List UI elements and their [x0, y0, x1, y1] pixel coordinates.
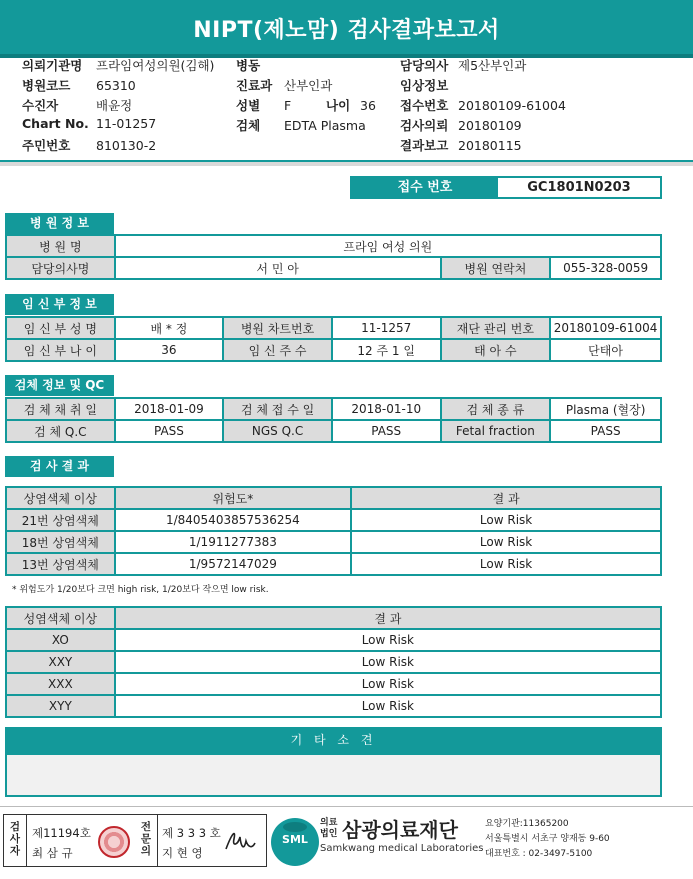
receipt-date-label: 검 체 접 수 일: [223, 398, 332, 420]
specimen-row-2: [6, 420, 661, 442]
risk-footnote: * 위험도가 1/20보다 크면 high risk, 1/20보다 작으면 low risk.: [12, 585, 269, 595]
fetus-count-value: 단태아: [550, 339, 661, 361]
label-department: 진료과: [236, 78, 273, 93]
org-phone: 대표번호 : 02-3497-5100: [485, 849, 593, 859]
sex-chrom-header: 성염색체 이상: [6, 607, 115, 629]
reviewer-name: 지 현 영: [162, 846, 203, 860]
pregnant-name-value: 배 * 정: [115, 317, 224, 339]
xo-result: Low Risk: [115, 629, 661, 651]
xxy-label: XXY: [6, 651, 115, 673]
org-name: 삼광의료재단: [342, 818, 458, 842]
chart-no-value: 11-1257: [332, 317, 441, 339]
gestation-weeks-value: 12 주 1 일: [332, 339, 441, 361]
autosome-results-table: [5, 486, 662, 576]
hospital-name-row: [6, 235, 661, 257]
value-request-date: 20180109: [458, 118, 522, 133]
label-request-date: 검사의뢰: [400, 118, 449, 133]
trisomy-18-risk: 1/1911277383: [115, 531, 352, 553]
misc-findings-title: 기 타 소 견: [5, 727, 662, 753]
reviewer-label: 전문의: [140, 821, 152, 857]
receipt-number-value: GC1801N0203: [527, 180, 631, 195]
gestation-weeks-label: 임 신 주 수: [223, 339, 332, 361]
section-tab-hospital: 병 원 정 보: [5, 213, 114, 234]
receipt-number-label: 접수 번호: [352, 178, 498, 197]
tester-name: 최 삼 규: [32, 846, 73, 860]
footer-divider: [0, 806, 693, 807]
receipt-date-value: 2018-01-10: [332, 398, 441, 420]
specimen-type-label: 검 체 종 류: [441, 398, 551, 420]
xyy-label: XYY: [6, 695, 115, 717]
tester-seal-stamp: [98, 826, 130, 858]
label-sex: 성별: [236, 98, 261, 113]
ngs-qc-label: NGS Q.C: [223, 420, 332, 442]
reviewer-signature: [222, 825, 258, 857]
ngs-qc-value: PASS: [332, 420, 441, 442]
header-shadow: [0, 162, 693, 166]
signature-divider: [26, 815, 27, 866]
table-row: [6, 673, 661, 695]
xxx-result: Low Risk: [115, 673, 661, 695]
result-header: 결 과: [351, 487, 661, 509]
org-type: 의료 법인: [320, 818, 338, 839]
tester-label: 검사자: [9, 821, 21, 857]
hospital-contact-value: 055-328-0059: [550, 257, 661, 279]
autosome-header: 상염색체 이상: [6, 487, 115, 509]
value-physician: 제5산부인과: [458, 58, 527, 73]
hospital-doctor-row: [6, 257, 661, 279]
autosome-header-row: [6, 487, 661, 509]
collection-date-label: 검 체 채 취 일: [6, 398, 115, 420]
sex-chrom-header-row: [6, 607, 661, 629]
label-ward: 병동: [236, 58, 261, 73]
report-title: NIPT(제노맘) 검사결과보고서: [193, 18, 500, 43]
sex-chromosome-table: [5, 606, 662, 718]
label-accession-no: 접수번호: [400, 98, 449, 113]
section-tab-pregnant: 임 신 부 정 보: [5, 294, 114, 315]
xxx-label: XXX: [6, 673, 115, 695]
label-specimen: 검체: [236, 118, 261, 133]
fetal-fraction-label: Fetal fraction: [441, 420, 551, 442]
value-age: 36: [360, 98, 376, 113]
pregnant-row-2: [6, 339, 661, 361]
label-resident-no: 주민번호: [22, 138, 71, 153]
value-accession-no: 20180109-61004: [458, 98, 566, 113]
table-row: [6, 509, 661, 531]
trisomy-21-result: Low Risk: [351, 509, 661, 531]
specimen-info-table: [5, 397, 662, 443]
pregnant-row-1: [6, 317, 661, 339]
chart-no-label: 병원 차트번호: [223, 317, 332, 339]
value-hospital-code: 65310: [96, 78, 136, 93]
value-requesting-org: 프라임여성의원(김해): [96, 58, 215, 73]
label-hospital-code: 병원코드: [22, 78, 71, 93]
trisomy-21-label: 21번 상염색체: [6, 509, 115, 531]
fetal-fraction-value: PASS: [550, 420, 661, 442]
xo-label: XO: [6, 629, 115, 651]
trisomy-18-result: Low Risk: [351, 531, 661, 553]
value-specimen: EDTA Plasma: [284, 118, 366, 133]
header-col3: [400, 56, 566, 156]
report-title-bar: [0, 0, 693, 58]
pregnant-age-value: 36: [115, 339, 224, 361]
specimen-qc-value: PASS: [115, 420, 224, 442]
trisomy-13-label: 13번 상염색체: [6, 553, 115, 575]
doctor-label: 담당의사명: [6, 257, 115, 279]
section-tab-results: 검 사 결 과: [5, 456, 114, 477]
misc-findings-content: [5, 753, 662, 797]
tester-license: 제11194호: [32, 826, 91, 840]
value-chart-no: 11-01257: [96, 116, 157, 131]
hospital-contact-label: 병원 연락처: [441, 257, 551, 279]
label-physician: 담당의사: [400, 58, 449, 73]
trisomy-18-label: 18번 상염색체: [6, 531, 115, 553]
reviewer-license: 제 3 3 3 호: [162, 826, 221, 840]
foundation-no-value: 20180109-61004: [550, 317, 661, 339]
section-tab-specimen: 검체 정보 및 QC: [5, 375, 114, 396]
sex-chrom-result-header: 결 과: [115, 607, 661, 629]
label-patient: 수진자: [22, 98, 59, 113]
collection-date-value: 2018-01-09: [115, 398, 224, 420]
pregnant-info-table: [5, 316, 662, 362]
pregnant-age-label: 임 신 부 나 이: [6, 339, 115, 361]
xyy-result: Low Risk: [115, 695, 661, 717]
table-row: [6, 651, 661, 673]
header-col1: [22, 56, 214, 156]
label-report-date: 결과보고: [400, 138, 449, 153]
specimen-type-value: Plasma (혈장): [550, 398, 661, 420]
hospital-name-label: 병 원 명: [6, 235, 115, 257]
table-row: [6, 531, 661, 553]
trisomy-21-risk: 1/8405403857536254: [115, 509, 352, 531]
foundation-no-label: 재단 관리 번호: [441, 317, 551, 339]
label-clinical-info: 임상정보: [400, 78, 449, 93]
value-patient: 배윤정: [96, 98, 133, 113]
org-address: 서울특별시 서초구 양재동 9-60: [485, 834, 610, 844]
value-department: 산부인과: [284, 78, 333, 93]
label-age: 나이: [326, 98, 351, 113]
xxy-result: Low Risk: [115, 651, 661, 673]
value-resident-no: 810130-2: [96, 138, 157, 153]
signature-divider: [157, 815, 158, 866]
sml-logo-text: SML: [282, 833, 308, 846]
signature-box: [3, 814, 267, 867]
table-row: [6, 553, 661, 575]
org-english-name: Samkwang medical Laboratories: [320, 843, 484, 854]
specimen-row-1: [6, 398, 661, 420]
table-row: [6, 695, 661, 717]
trisomy-13-risk: 1/9572147029: [115, 553, 352, 575]
risk-header: 위험도*: [115, 487, 352, 509]
fetus-count-label: 태 아 수: [441, 339, 551, 361]
header-col2: [236, 56, 376, 136]
receipt-number-box: [350, 176, 662, 199]
pregnant-name-label: 임 신 부 성 명: [6, 317, 115, 339]
label-requesting-org: 의뢰기관명: [22, 58, 83, 73]
value-sex: F: [284, 98, 292, 113]
hospital-info-table: [5, 234, 662, 280]
specimen-qc-label: 검 체 Q.C: [6, 420, 115, 442]
label-chart-no: Chart No.: [22, 116, 89, 131]
org-code: 요양기관:11365200: [485, 819, 569, 829]
trisomy-13-result: Low Risk: [351, 553, 661, 575]
value-report-date: 20180115: [458, 138, 522, 153]
hospital-name-value: 프라임 여성 의원: [115, 235, 661, 257]
table-row: [6, 629, 661, 651]
sml-logo: [271, 818, 319, 866]
doctor-value: 서 민 아: [115, 257, 441, 279]
